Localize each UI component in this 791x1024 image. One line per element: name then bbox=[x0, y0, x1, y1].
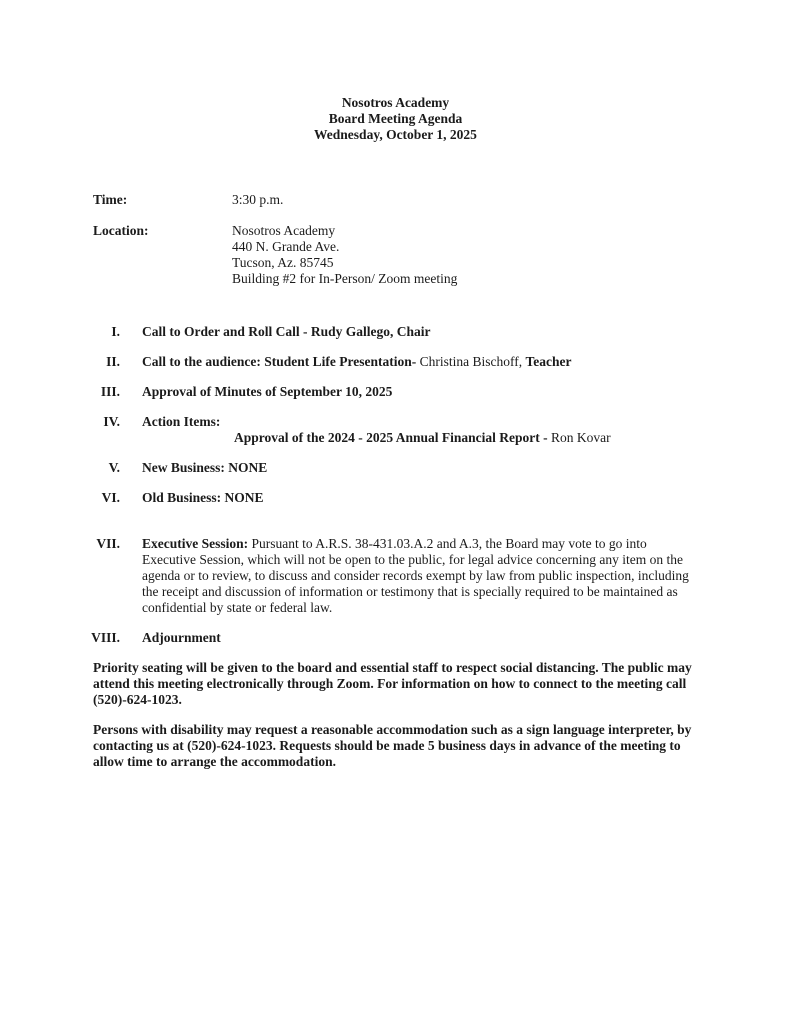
agenda-item bbox=[68, 460, 791, 476]
agenda-item bbox=[68, 354, 791, 370]
agenda-item-text bbox=[142, 490, 694, 506]
agenda-subitem bbox=[234, 430, 694, 446]
text-segment: Approval of the 2024 - 2025 Annual Financial Report - bbox=[234, 430, 552, 445]
agenda-item bbox=[68, 414, 791, 446]
location-line: Nosotros Academy bbox=[232, 223, 336, 238]
agenda-numeral: VI. bbox=[101, 490, 120, 505]
agenda-item bbox=[68, 536, 791, 616]
agenda-item-text bbox=[142, 324, 694, 340]
text-segment: Action Items: bbox=[142, 414, 221, 429]
agenda-numeral: VII. bbox=[96, 536, 120, 551]
time-label: Time: bbox=[93, 192, 128, 207]
agenda-numeral: II. bbox=[106, 354, 120, 369]
agenda-item-text bbox=[142, 384, 694, 400]
agenda-item-text bbox=[142, 536, 694, 616]
title-date: Wednesday, October 1, 2025 bbox=[314, 127, 477, 142]
location-value bbox=[232, 223, 457, 287]
location-line: Tucson, Az. 85745 bbox=[232, 255, 334, 270]
text-segment: Adjournment bbox=[142, 630, 221, 645]
agenda-numeral: III. bbox=[100, 384, 120, 399]
time-value: 3:30 p.m. bbox=[232, 192, 284, 207]
location-line: Building #2 for In-Person/ Zoom meeting bbox=[232, 271, 458, 286]
location-row bbox=[93, 223, 791, 287]
agenda-item-text bbox=[142, 414, 694, 446]
time-row bbox=[93, 192, 791, 208]
footer-notices bbox=[93, 660, 705, 770]
zoom-access-notice: Priority seating will be given to the board and essential staff to respect social distancing. The public may attend this meeting electronically through Zoom. For information on how to connect to the meeting call (520)-624-1023. bbox=[93, 660, 692, 707]
text-segment: Teacher bbox=[525, 354, 572, 369]
text-segment: Call to Order and Roll Call - Rudy Gallego, Chair bbox=[142, 324, 431, 339]
agenda-numeral: IV. bbox=[103, 414, 120, 429]
document-header bbox=[0, 0, 791, 143]
text-segment: Pursuant to A.R.S. 38-431.03.A.2 and A.3, the Board may vote to go into Executive Session, which will not be open to the public, for legal advice concerning any item on the agenda or to review, to discuss and consider records exempt by law from public inspection, including the receipt and discussion of information or testimony that is specially required to be maintained as confidential by state or federal law. bbox=[142, 536, 689, 615]
agenda-item-text bbox=[142, 460, 694, 476]
title-document-type: Board Meeting Agenda bbox=[328, 111, 463, 126]
text-segment: New Business: NONE bbox=[142, 460, 268, 475]
agenda-item bbox=[68, 490, 791, 506]
agenda-item bbox=[68, 384, 791, 400]
title-organization: Nosotros Academy bbox=[341, 95, 450, 110]
agenda-numeral: V. bbox=[108, 460, 120, 475]
agenda-list bbox=[68, 324, 791, 646]
agenda-item-text bbox=[142, 630, 694, 646]
agenda-item bbox=[68, 324, 791, 340]
text-segment: Old Business: NONE bbox=[142, 490, 264, 505]
agenda-item-text bbox=[142, 354, 694, 370]
location-line: 440 N. Grande Ave. bbox=[232, 239, 340, 254]
agenda-numeral: VIII. bbox=[91, 630, 120, 645]
text-segment: Ron Kovar bbox=[551, 430, 611, 445]
text-segment: Call to the audience: Student Life Presentation- bbox=[142, 354, 417, 369]
agenda-item bbox=[68, 630, 791, 646]
disability-accommodation-notice: Persons with disability may request a reasonable accommodation such as a sign language interpreter, by contacting us at (520)-624-1023. Requests should be made 5 business days in advance of the meeting to allow time to arrange the accommodation. bbox=[93, 722, 692, 769]
text-segment: Executive Session: bbox=[142, 536, 249, 551]
meeting-info bbox=[93, 192, 791, 287]
location-label: Location: bbox=[93, 223, 149, 238]
text-segment: Approval of Minutes of September 10, 2025 bbox=[142, 384, 393, 399]
agenda-numeral: I. bbox=[111, 324, 120, 339]
text-segment: Christina Bischoff, bbox=[416, 354, 526, 369]
